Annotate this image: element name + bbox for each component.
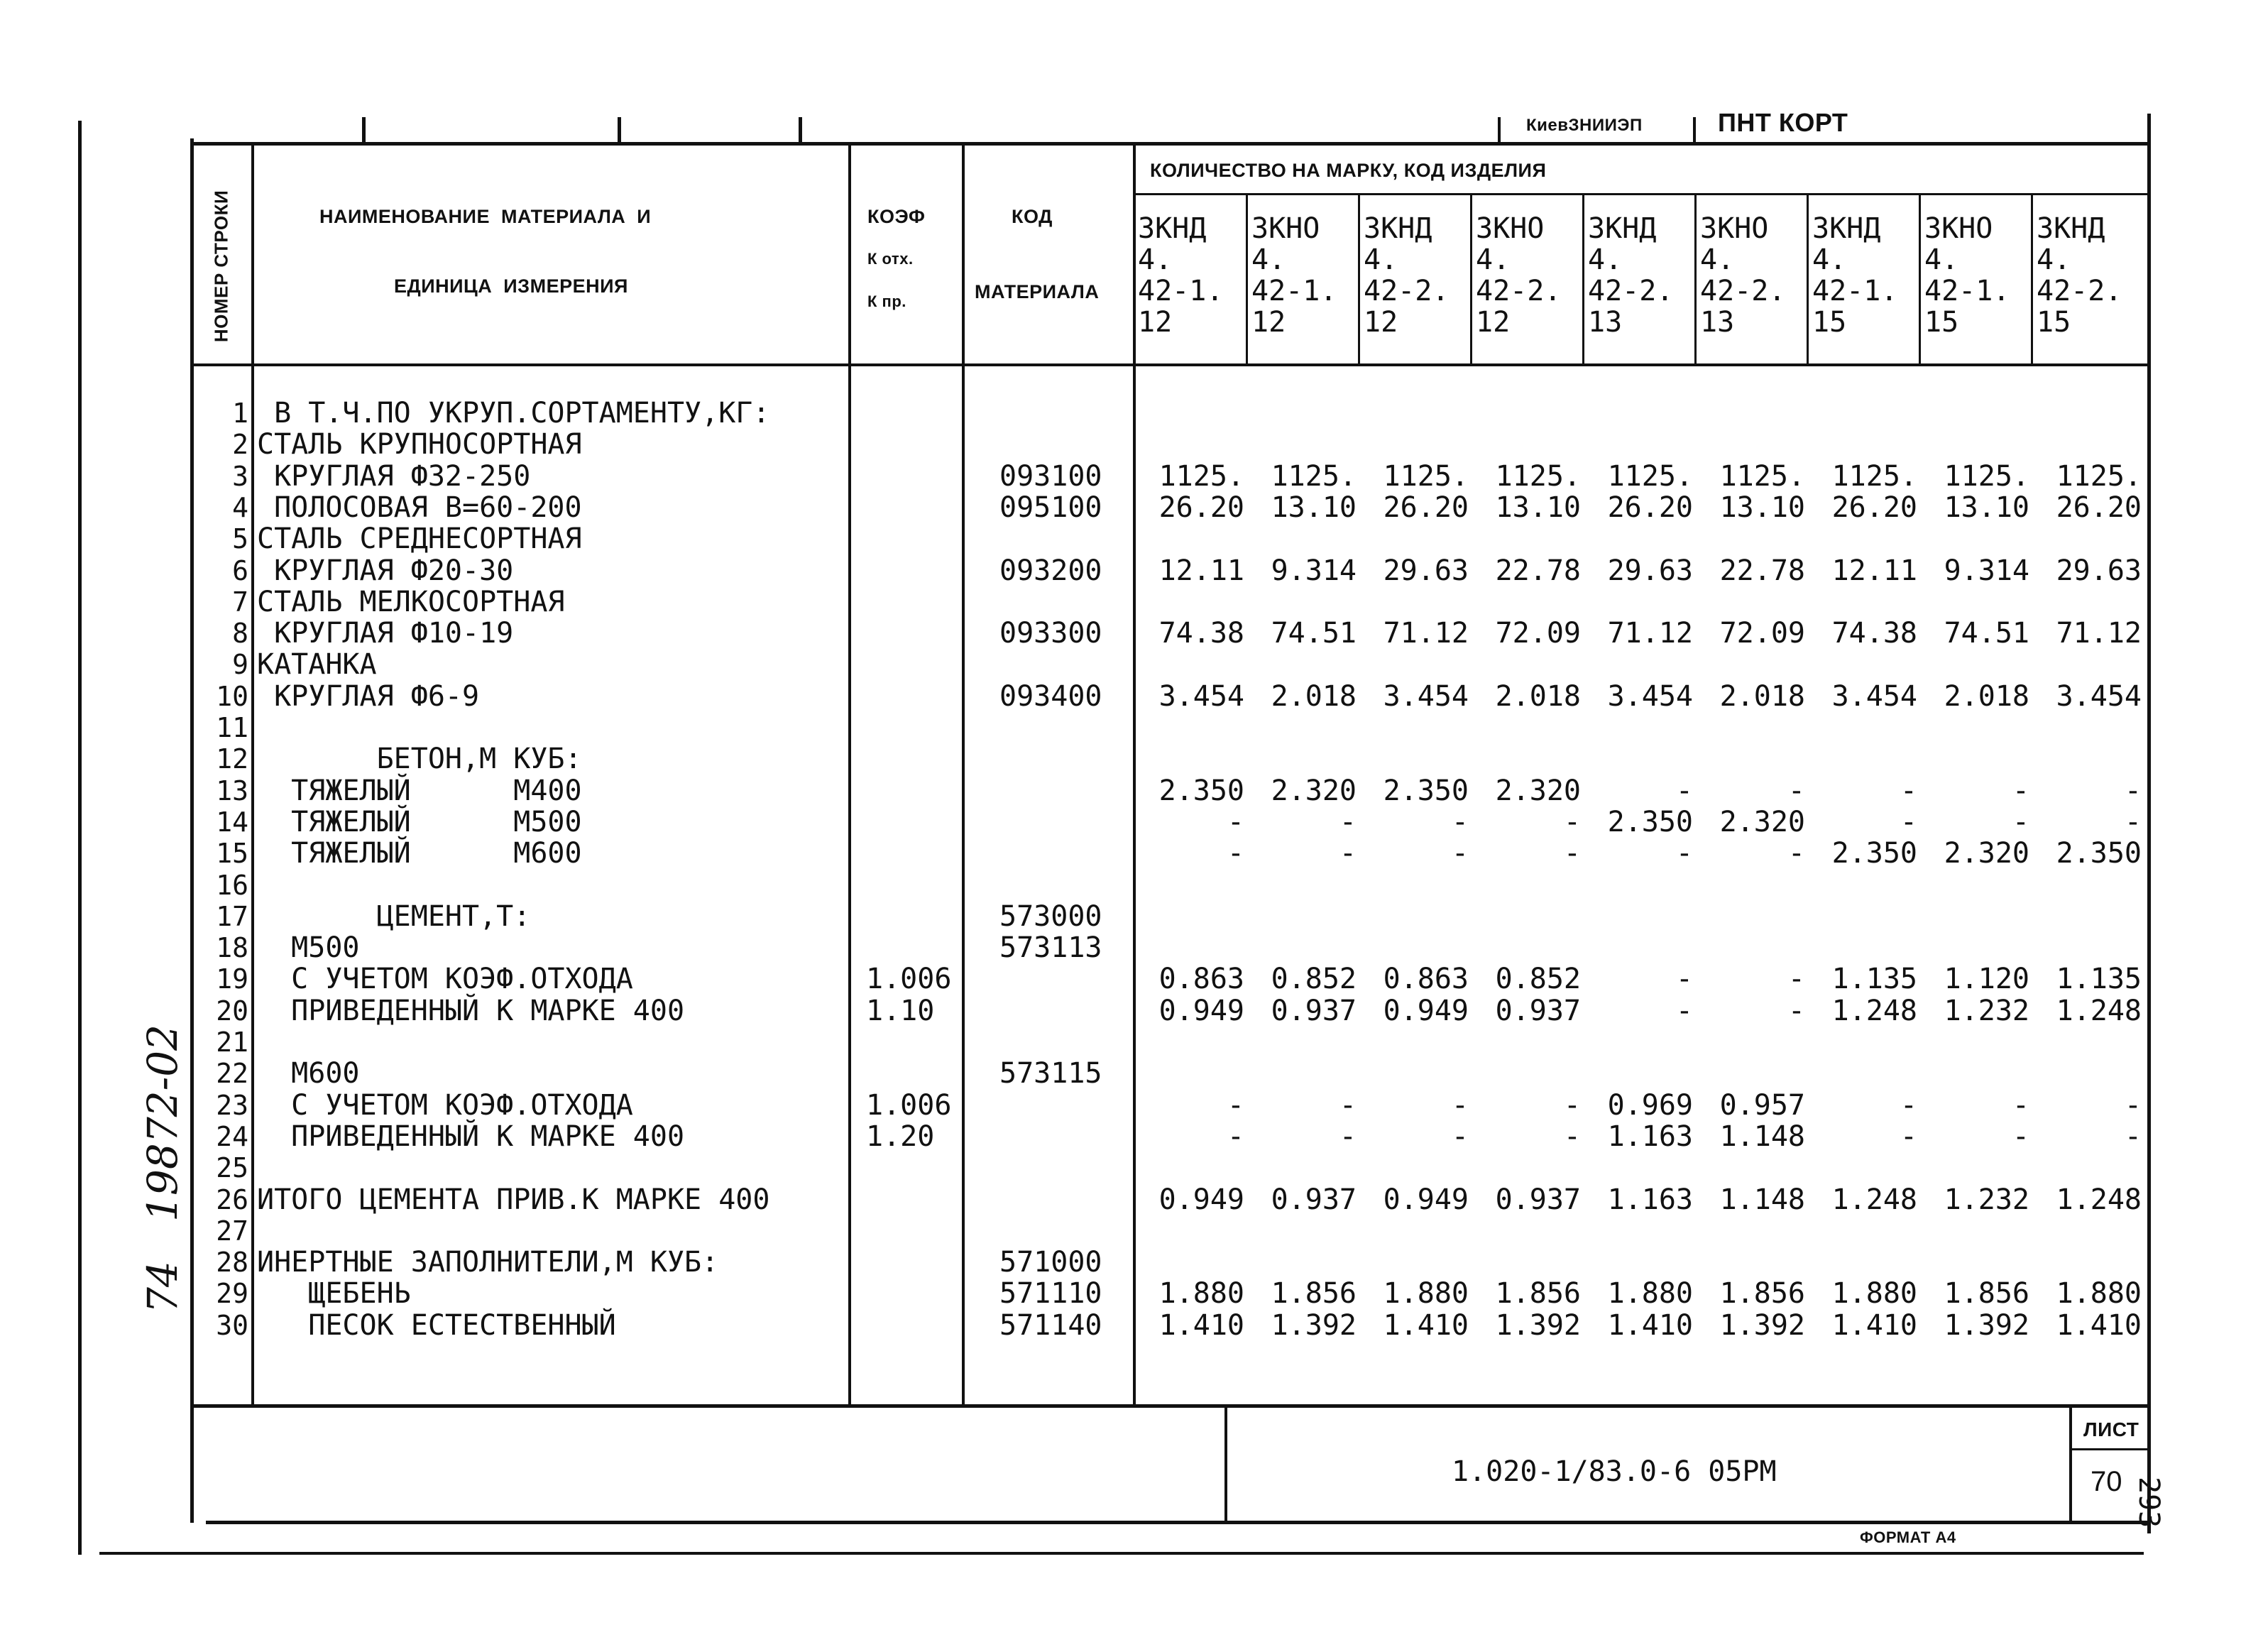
table-left-line bbox=[190, 138, 194, 1523]
quantity-cell: 1.248 bbox=[1831, 995, 1917, 1027]
quantity-cell: 1.148 bbox=[1719, 1183, 1805, 1216]
quantity-cell: - bbox=[1563, 837, 1581, 870]
quantity-cell: 0.949 bbox=[1158, 1183, 1244, 1216]
quantity-cell: 71.12 bbox=[1607, 617, 1693, 650]
quantity-cell: - bbox=[1675, 995, 1693, 1027]
row-number: 6 bbox=[232, 555, 248, 586]
material-name: КАТАНКА bbox=[257, 648, 377, 681]
quantity-cell: - bbox=[2124, 775, 2142, 807]
quantity-cell: 12.11 bbox=[1831, 554, 1917, 587]
quantity-cell: 26.20 bbox=[1158, 491, 1244, 524]
quantity-cell: 0.863 bbox=[1158, 963, 1244, 995]
prod-sep-2 bbox=[1358, 193, 1360, 366]
quantity-cell: 2.350 bbox=[1383, 775, 1469, 807]
quantity-cell: 1.856 bbox=[1719, 1277, 1805, 1310]
quantity-cell: 1125. bbox=[1831, 460, 1917, 493]
header-bottom-line bbox=[190, 363, 2149, 366]
quantity-cell: - bbox=[1900, 1089, 1917, 1122]
quantity-cell: - bbox=[1451, 806, 1469, 838]
prod-sep-3 bbox=[1470, 193, 1472, 366]
quantity-cell: - bbox=[1675, 837, 1693, 870]
quantity-cell: - bbox=[1339, 1089, 1357, 1122]
quantity-cell: 2.018 bbox=[1944, 680, 2029, 713]
table-right-line bbox=[2147, 114, 2151, 1533]
quantity-cell: 1.120 bbox=[1944, 963, 2029, 995]
quantity-cell: 0.937 bbox=[1495, 1183, 1581, 1216]
col-sep-rownum bbox=[251, 142, 254, 1406]
quantity-cell: 1125. bbox=[1383, 460, 1469, 493]
coef-header-line2: К отх. bbox=[867, 250, 914, 268]
quantity-cell: 1.410 bbox=[1158, 1309, 1244, 1342]
row-number-header: НОМЕР СТРОКИ bbox=[210, 190, 232, 343]
quantity-cell: 1.232 bbox=[1944, 1183, 2029, 1216]
prod-sep-7 bbox=[1919, 193, 1921, 366]
coefficient: 1.006 bbox=[866, 963, 952, 995]
coefficient: 1.006 bbox=[866, 1089, 952, 1122]
col-sep-coef bbox=[962, 142, 965, 1406]
top-marks: ПНТ КОРТ bbox=[1718, 108, 1848, 137]
quantity-cell: 72.09 bbox=[1719, 617, 1805, 650]
material-name: М500 bbox=[257, 931, 360, 964]
quantity-cell: 13.10 bbox=[1944, 491, 2029, 524]
quantity-cell: 1.248 bbox=[2056, 995, 2142, 1027]
material-code: 093400 bbox=[999, 680, 1102, 713]
top-tick-3 bbox=[799, 117, 802, 144]
quantity-cell: 2.320 bbox=[1719, 806, 1805, 838]
quantity-cell: 26.20 bbox=[1383, 491, 1469, 524]
quantity-cell: 0.937 bbox=[1271, 995, 1357, 1027]
quantity-cell: - bbox=[2124, 1089, 2142, 1122]
sheet-box-left bbox=[2069, 1406, 2072, 1523]
quantity-cell: 0.949 bbox=[1158, 995, 1244, 1027]
material-name: ТЯЖЕЛЫЙ М400 bbox=[257, 775, 582, 807]
table-top-line bbox=[190, 142, 2149, 146]
quantity-cell: 1.392 bbox=[1719, 1309, 1805, 1342]
top-tick-4 bbox=[1498, 117, 1501, 144]
top-tick-2 bbox=[618, 117, 621, 144]
name-header-line2: ЕДИНИЦА ИЗМЕРЕНИЯ bbox=[394, 275, 628, 297]
quantity-cell: 1.880 bbox=[2056, 1277, 2142, 1310]
product-col-8: ЗКНО 4. 42-1. 15 bbox=[1924, 212, 2010, 339]
quantity-cell: 72.09 bbox=[1495, 617, 1581, 650]
quantity-cell: 0.957 bbox=[1719, 1089, 1805, 1122]
material-code: 573115 bbox=[999, 1057, 1102, 1090]
quantity-cell: 1.410 bbox=[2056, 1309, 2142, 1342]
row-number: 17 bbox=[216, 901, 248, 932]
row-number: 30 bbox=[216, 1310, 248, 1341]
row-number: 29 bbox=[216, 1278, 248, 1309]
body-bottom-line bbox=[190, 1404, 2149, 1408]
row-number: 24 bbox=[216, 1121, 248, 1152]
top-tick-1 bbox=[362, 117, 366, 144]
material-name: В Т.Ч.ПО УКРУП.СОРТАМЕНТУ,КГ: bbox=[257, 397, 770, 430]
prod-sep-1 bbox=[1246, 193, 1248, 366]
quantity-cell: 1.880 bbox=[1158, 1277, 1244, 1310]
quantity-cell: - bbox=[1900, 1120, 1917, 1153]
quantity-cell: 3.454 bbox=[2056, 680, 2142, 713]
material-code: 093200 bbox=[999, 554, 1102, 587]
top-stamp: КиевЗНИИЭП bbox=[1526, 116, 1643, 135]
row-number: 19 bbox=[216, 963, 248, 995]
product-col-9: ЗКНД 4. 42-2. 15 bbox=[2037, 212, 2122, 339]
quantity-cell: 0.852 bbox=[1495, 963, 1581, 995]
material-code: 095100 bbox=[999, 491, 1102, 524]
quantity-cell: 1.232 bbox=[1944, 995, 2029, 1027]
sheet-label: ЛИСТ bbox=[2083, 1418, 2139, 1440]
material-name: ИТОГО ЦЕМЕНТА ПРИВ.К МАРКЕ 400 bbox=[257, 1183, 770, 1216]
quantity-header-line bbox=[1133, 193, 2149, 195]
row-number: 22 bbox=[216, 1058, 248, 1089]
quantity-cell: 1.880 bbox=[1831, 1277, 1917, 1310]
quantity-cell: - bbox=[1563, 1120, 1581, 1153]
material-name: СТАЛЬ МЕЛКОСОРТНАЯ bbox=[257, 586, 565, 618]
row-number: 8 bbox=[232, 618, 248, 649]
quantity-cell: - bbox=[1339, 1120, 1357, 1153]
material-name: ПОЛОСОВАЯ В=60-200 bbox=[257, 491, 582, 524]
quantity-cell: 2.018 bbox=[1719, 680, 1805, 713]
quantity-cell: 26.20 bbox=[2056, 491, 2142, 524]
title-block-bottom-line bbox=[206, 1521, 2149, 1524]
quantity-cell: - bbox=[1227, 837, 1244, 870]
quantity-cell: 1.880 bbox=[1607, 1277, 1693, 1310]
material-code: 571140 bbox=[999, 1309, 1102, 1342]
quantity-cell: - bbox=[1675, 775, 1693, 807]
quantity-cell: 0.937 bbox=[1495, 995, 1581, 1027]
material-name: ЦЕМЕНТ,Т: bbox=[257, 900, 531, 933]
coefficient: 1.20 bbox=[866, 1120, 935, 1153]
coefficient: 1.10 bbox=[866, 995, 935, 1027]
row-number: 20 bbox=[216, 995, 248, 1027]
quantity-cell: 74.38 bbox=[1158, 617, 1244, 650]
prod-sep-5 bbox=[1694, 193, 1697, 366]
quantity-cell: 13.10 bbox=[1719, 491, 1805, 524]
quantity-cell: 1.392 bbox=[1944, 1309, 2029, 1342]
material-name: ЩЕБЕНЬ bbox=[257, 1277, 411, 1310]
sheet-number: 70 bbox=[2091, 1466, 2122, 1497]
material-name: ИНЕРТНЫЕ ЗАПОЛНИТЕЛИ,М КУБ: bbox=[257, 1246, 719, 1279]
material-code: 093300 bbox=[999, 617, 1102, 650]
quantity-cell: 0.969 bbox=[1607, 1089, 1693, 1122]
material-name: С УЧЕТОМ КОЭФ.ОТХОДА bbox=[257, 963, 633, 995]
row-number: 18 bbox=[216, 932, 248, 963]
quantity-cell: - bbox=[1563, 806, 1581, 838]
row-number: 9 bbox=[232, 649, 248, 680]
material-name: ТЯЖЕЛЫЙ М600 bbox=[257, 837, 582, 870]
product-col-1: ЗКНД 4. 42-1. 12 bbox=[1138, 212, 1224, 339]
quantity-cell: 74.38 bbox=[1831, 617, 1917, 650]
col-sep-code bbox=[1133, 142, 1136, 1406]
quantity-cell: 29.63 bbox=[1383, 554, 1469, 587]
name-header-line1: НАИМЕНОВАНИЕ МАТЕРИАЛА И bbox=[319, 206, 652, 227]
quantity-cell: 22.78 bbox=[1719, 554, 1805, 587]
quantity-cell: 74.51 bbox=[1944, 617, 2029, 650]
quantity-cell: 3.454 bbox=[1158, 680, 1244, 713]
quantity-cell: 2.018 bbox=[1271, 680, 1357, 713]
quantity-cell: 9.314 bbox=[1271, 554, 1357, 587]
quantity-cell: 1125. bbox=[1607, 460, 1693, 493]
quantity-cell: 2.350 bbox=[1831, 837, 1917, 870]
quantity-cell: 3.454 bbox=[1383, 680, 1469, 713]
quantity-cell: 1125. bbox=[2056, 460, 2142, 493]
quantity-cell: 1.392 bbox=[1495, 1309, 1581, 1342]
material-name: КРУГЛАЯ Ф6-9 bbox=[257, 680, 480, 713]
material-name: ТЯЖЕЛЫЙ М500 bbox=[257, 806, 582, 838]
document-code: 1.020-1/83.0-6 05РМ bbox=[1452, 1455, 1777, 1488]
row-number: 15 bbox=[216, 838, 248, 869]
quantity-cell: 1.410 bbox=[1383, 1309, 1469, 1342]
prod-sep-6 bbox=[1807, 193, 1809, 366]
quantity-cell: 1125. bbox=[1719, 460, 1805, 493]
quantity-cell: 0.852 bbox=[1271, 963, 1357, 995]
row-number: 16 bbox=[216, 870, 248, 901]
quantity-cell: 0.863 bbox=[1383, 963, 1469, 995]
quantity-cell: 1.135 bbox=[1831, 963, 1917, 995]
quantity-cell: 1.163 bbox=[1607, 1120, 1693, 1153]
quantity-cell: - bbox=[1675, 963, 1693, 995]
quantity-cell: 12.11 bbox=[1158, 554, 1244, 587]
quantity-cell: - bbox=[1451, 1120, 1469, 1153]
code-header-line2: МАТЕРИАЛА bbox=[975, 281, 1100, 302]
quantity-cell: 29.63 bbox=[1607, 554, 1693, 587]
row-number: 21 bbox=[216, 1027, 248, 1058]
outer-left-line bbox=[78, 121, 82, 1555]
quantity-cell: 0.949 bbox=[1383, 995, 1469, 1027]
material-name: БЕТОН,М КУБ: bbox=[257, 743, 582, 775]
quantity-cell: 1.248 bbox=[2056, 1183, 2142, 1216]
row-number: 3 bbox=[232, 461, 248, 492]
quantity-cell: 9.314 bbox=[1944, 554, 2029, 587]
quantity-cell: - bbox=[1787, 775, 1805, 807]
quantity-cell: - bbox=[2124, 1120, 2142, 1153]
material-name: С УЧЕТОМ КОЭФ.ОТХОДА bbox=[257, 1089, 633, 1122]
product-col-6: ЗКНО 4. 42-2. 13 bbox=[1700, 212, 1786, 339]
row-number: 4 bbox=[232, 492, 248, 523]
quantity-cell: 0.937 bbox=[1271, 1183, 1357, 1216]
coef-header-line3: К пр. bbox=[867, 292, 906, 310]
quantity-cell: 2.320 bbox=[1495, 775, 1581, 807]
row-number: 14 bbox=[216, 806, 248, 838]
row-number: 5 bbox=[232, 523, 248, 554]
row-number: 1 bbox=[232, 398, 248, 429]
quantity-cell: 1.880 bbox=[1383, 1277, 1469, 1310]
quantity-cell: 1125. bbox=[1944, 460, 2029, 493]
side-page-number: 293 bbox=[2132, 1477, 2165, 1528]
row-number: 7 bbox=[232, 586, 248, 618]
title-block-sep bbox=[1224, 1406, 1227, 1523]
row-number: 28 bbox=[216, 1247, 248, 1278]
quantity-cell: 0.949 bbox=[1383, 1183, 1469, 1216]
quantity-cell: 26.20 bbox=[1607, 491, 1693, 524]
material-name: КРУГЛАЯ Ф32-250 bbox=[257, 460, 531, 493]
quantity-cell: 71.12 bbox=[2056, 617, 2142, 650]
row-number: 27 bbox=[216, 1215, 248, 1247]
quantity-cell: - bbox=[1227, 1089, 1244, 1122]
code-header-line1: КОД bbox=[1012, 206, 1053, 227]
quantity-cell: - bbox=[1900, 775, 1917, 807]
product-col-2: ЗКНО 4. 42-1. 12 bbox=[1251, 212, 1337, 339]
quantity-cell: - bbox=[1787, 837, 1805, 870]
material-name: СТАЛЬ КРУПНОСОРТНАЯ bbox=[257, 428, 582, 461]
row-number: 2 bbox=[232, 429, 248, 460]
quantity-cell: 2.018 bbox=[1495, 680, 1581, 713]
quantity-cell: - bbox=[2124, 806, 2142, 838]
quantity-cell: - bbox=[2012, 775, 2029, 807]
quantity-cell: 74.51 bbox=[1271, 617, 1357, 650]
quantity-cell: - bbox=[1451, 837, 1469, 870]
quantity-cell: 13.10 bbox=[1271, 491, 1357, 524]
row-number: 23 bbox=[216, 1090, 248, 1121]
quantity-cell: - bbox=[1227, 1120, 1244, 1153]
quantity-cell: - bbox=[1339, 806, 1357, 838]
quantity-cell: 71.12 bbox=[1383, 617, 1469, 650]
top-tick-5 bbox=[1693, 117, 1696, 144]
material-name: М600 bbox=[257, 1057, 360, 1090]
coef-header-line1: КОЭФ bbox=[867, 206, 926, 227]
material-code: 571110 bbox=[999, 1277, 1102, 1310]
quantity-cell: 1.148 bbox=[1719, 1120, 1805, 1153]
quantity-cell: 26.20 bbox=[1831, 491, 1917, 524]
quantity-cell: 1125. bbox=[1158, 460, 1244, 493]
product-col-3: ЗКНД 4. 42-2. 12 bbox=[1364, 212, 1450, 339]
quantity-cell: - bbox=[1787, 995, 1805, 1027]
quantity-cell: 2.350 bbox=[2056, 837, 2142, 870]
quantity-cell: - bbox=[2012, 1089, 2029, 1122]
quantity-cell: 1.163 bbox=[1607, 1183, 1693, 1216]
material-code: 573000 bbox=[999, 900, 1102, 933]
material-code: 093100 bbox=[999, 460, 1102, 493]
row-number: 13 bbox=[216, 775, 248, 806]
material-name: КРУГЛАЯ Ф10-19 bbox=[257, 617, 514, 650]
sheet-box-mid bbox=[2069, 1448, 2149, 1450]
quantity-cell: 1125. bbox=[1271, 460, 1357, 493]
quantity-header: КОЛИЧЕСТВО НА МАРКУ, КОД ИЗДЕЛИЯ bbox=[1150, 160, 1547, 181]
product-col-4: ЗКНО 4. 42-2. 12 bbox=[1476, 212, 1562, 339]
quantity-cell: - bbox=[1339, 837, 1357, 870]
product-col-7: ЗКНД 4. 42-1. 15 bbox=[1812, 212, 1898, 339]
row-number: 25 bbox=[216, 1152, 248, 1183]
material-name: КРУГЛАЯ Ф20-30 bbox=[257, 554, 514, 587]
quantity-cell: - bbox=[2012, 806, 2029, 838]
material-code: 571000 bbox=[999, 1246, 1102, 1279]
quantity-cell: - bbox=[1227, 806, 1244, 838]
row-number: 26 bbox=[216, 1184, 248, 1215]
material-name: ПЕСОК ЕСТЕСТВЕННЫЙ bbox=[257, 1309, 616, 1342]
quantity-cell: 1125. bbox=[1495, 460, 1581, 493]
col-sep-name bbox=[848, 142, 851, 1406]
quantity-cell: 2.350 bbox=[1158, 775, 1244, 807]
row-number: 12 bbox=[216, 743, 248, 775]
quantity-cell: 1.856 bbox=[1495, 1277, 1581, 1310]
quantity-cell: 1.410 bbox=[1831, 1309, 1917, 1342]
quantity-cell: 1.410 bbox=[1607, 1309, 1693, 1342]
material-name: ПРИВЕДЕННЫЙ К МАРКЕ 400 bbox=[257, 1120, 685, 1153]
prod-sep-8 bbox=[2031, 193, 2033, 366]
quantity-cell: 1.856 bbox=[1271, 1277, 1357, 1310]
quantity-cell: 1.248 bbox=[1831, 1183, 1917, 1216]
quantity-cell: 2.320 bbox=[1271, 775, 1357, 807]
material-code: 573113 bbox=[999, 931, 1102, 964]
quantity-cell: - bbox=[1787, 963, 1805, 995]
quantity-cell: 13.10 bbox=[1495, 491, 1581, 524]
quantity-cell: 1.392 bbox=[1271, 1309, 1357, 1342]
outer-bottom-line bbox=[99, 1552, 2144, 1555]
quantity-cell: 1.135 bbox=[2056, 963, 2142, 995]
quantity-cell: 2.320 bbox=[1944, 837, 2029, 870]
quantity-cell: - bbox=[1900, 806, 1917, 838]
handwritten-number: 74 19872-02 bbox=[138, 1024, 187, 1313]
quantity-cell: - bbox=[1451, 1089, 1469, 1122]
material-name: СТАЛЬ СРЕДНЕСОРТНАЯ bbox=[257, 523, 582, 555]
row-number: 10 bbox=[216, 681, 248, 712]
quantity-cell: - bbox=[2012, 1120, 2029, 1153]
product-col-5: ЗКНД 4. 42-2. 13 bbox=[1588, 212, 1674, 339]
prod-sep-4 bbox=[1582, 193, 1584, 366]
row-number: 11 bbox=[216, 712, 248, 743]
quantity-cell: 29.63 bbox=[2056, 554, 2142, 587]
quantity-cell: 3.454 bbox=[1607, 680, 1693, 713]
quantity-cell: 22.78 bbox=[1495, 554, 1581, 587]
quantity-cell: 2.350 bbox=[1607, 806, 1693, 838]
quantity-cell: 1.856 bbox=[1944, 1277, 2029, 1310]
quantity-cell: 3.454 bbox=[1831, 680, 1917, 713]
quantity-cell: - bbox=[1563, 1089, 1581, 1122]
format-label: ФОРМАТ А4 bbox=[1860, 1528, 1956, 1546]
material-name: ПРИВЕДЕННЫЙ К МАРКЕ 400 bbox=[257, 995, 685, 1027]
